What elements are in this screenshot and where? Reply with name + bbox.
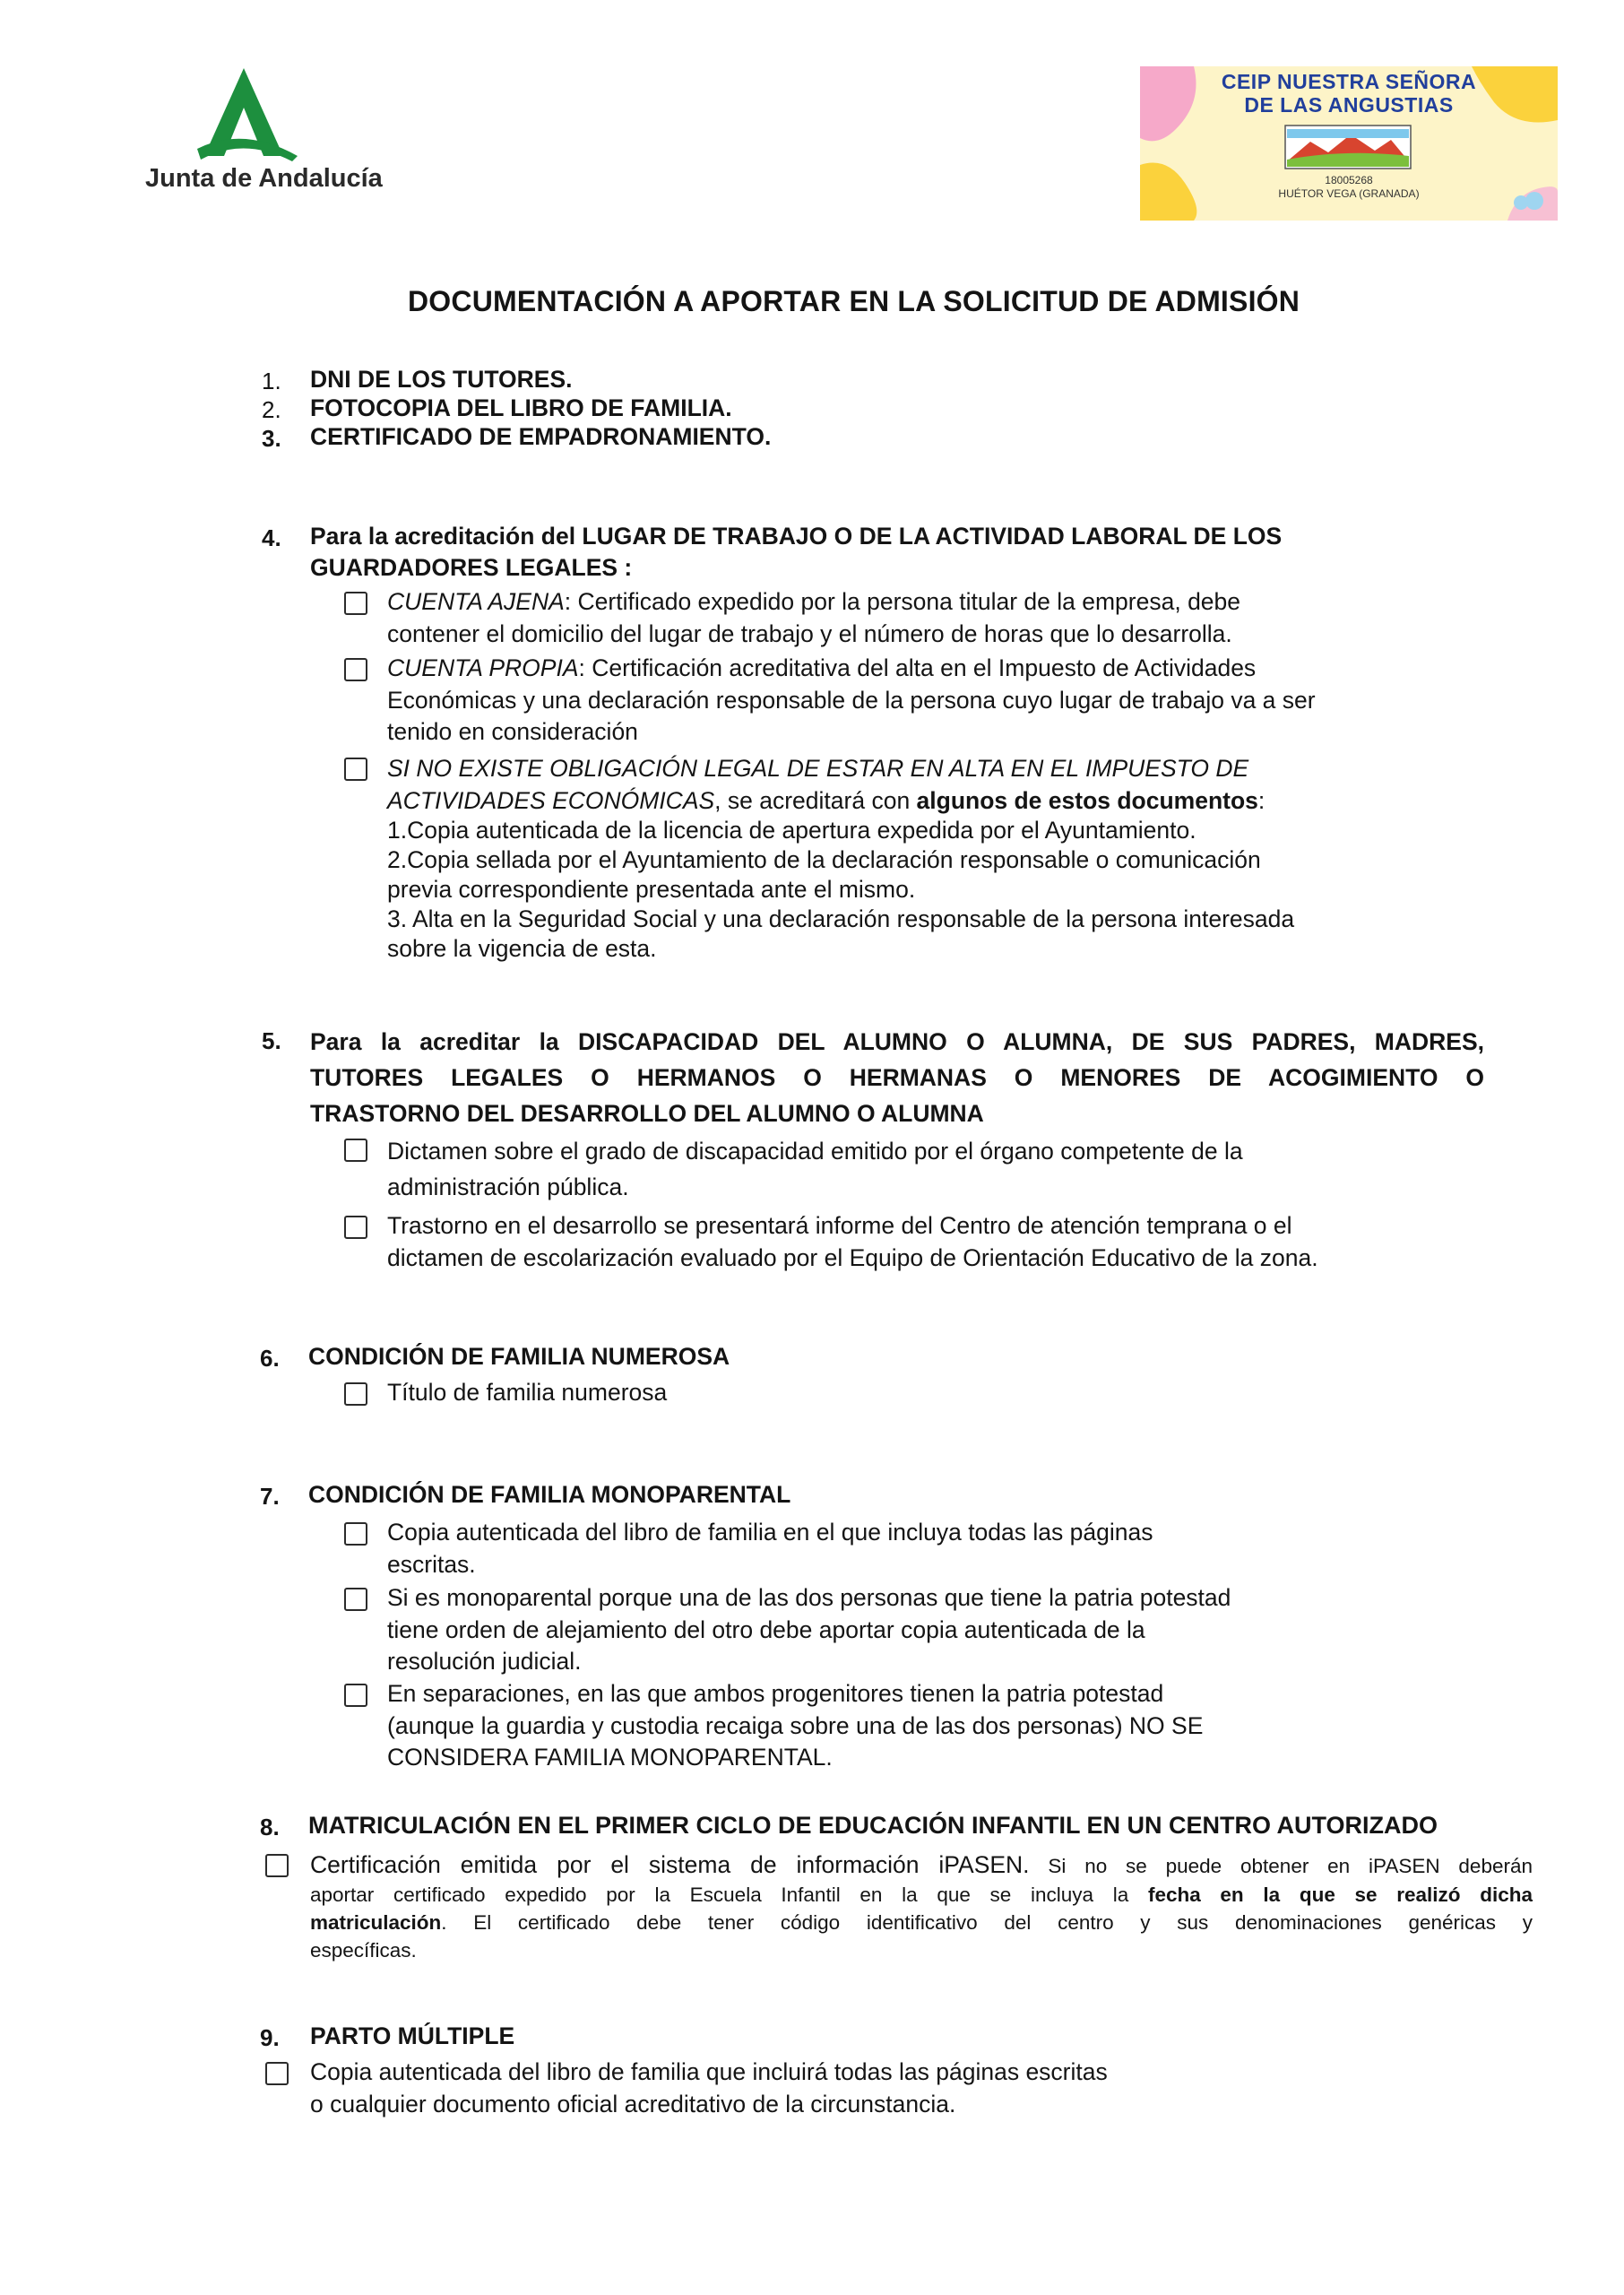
checkbox[interactable] bbox=[344, 1139, 367, 1162]
checkbox[interactable] bbox=[344, 1522, 367, 1546]
list-number: 3. bbox=[262, 425, 281, 452]
list-item: DNI DE LOS TUTORES. bbox=[310, 366, 573, 393]
section6-heading: CONDICIÓN DE FAMILIA NUMEROSA bbox=[308, 1343, 730, 1370]
checkbox[interactable] bbox=[344, 1684, 367, 1707]
section5-heading: Para la acreditar la DISCAPACIDAD DEL ALUMNO O ALUMNA, DE SUS PADRES, MADRES, TUTORES LEGALES O HERMANOS O HERMANAS O MENORES DE ACOGIMIENTO O TRASTORNO DEL DESARROLLO DEL ALUMNO O ALUMNA bbox=[310, 1028, 1484, 1127]
section-number: 8. bbox=[260, 1814, 280, 1840]
school-logo bbox=[1140, 66, 1558, 221]
junta-de-andalucia-logo bbox=[134, 63, 403, 215]
section-number: 4. bbox=[262, 524, 281, 551]
school-town: HUÉTOR VEGA (GRANADA) bbox=[1278, 187, 1420, 200]
checklist-item: Copia autenticada del libro de familia en el que incluya todas las páginas escritas. bbox=[387, 1519, 1153, 1578]
checklist-item: CUENTA AJENA: Certificado expedido por la persona titular de la empresa, debe contener el domicilio del lugar de trabajo y el número de horas que lo desarrolla. bbox=[387, 588, 1241, 647]
checklist-item: SI NO EXISTE OBLIGACIÓN LEGAL DE ESTAR EN ALTA EN EL IMPUESTO DE ACTIVIDADES ECONÓMICAS, se acreditará con algunos de estos documentos: bbox=[387, 755, 1266, 814]
list-number: 2. bbox=[262, 396, 281, 423]
section7-heading: CONDICIÓN DE FAMILIA MONOPARENTAL bbox=[308, 1481, 791, 1508]
school-code: 18005268 bbox=[1325, 174, 1373, 186]
section8-heading: MATRICULACIÓN EN EL PRIMER CICLO DE EDUCACIÓN INFANTIL EN UN CENTRO AUTORIZADO bbox=[308, 1812, 1438, 1839]
section-number: 6. bbox=[260, 1345, 280, 1372]
checklist-item: Certificación emitida por el sistema de información iPASEN. Si no se puede obtener en iPASEN deberán aportar certificado expedido por la Escuela Infantil en la que se incluya la fecha en la que se realizó dicha matriculación. El certificado debe tener código identificativo del centro y sus denominaciones genéricas y específicas. bbox=[310, 1851, 1533, 1962]
section-number: 5. bbox=[262, 1027, 281, 1054]
checkbox[interactable] bbox=[344, 1588, 367, 1611]
checkbox[interactable] bbox=[344, 658, 367, 681]
junta-wordmark: Junta de Andalucía bbox=[145, 164, 383, 193]
checklist-item: Dictamen sobre el grado de discapacidad emitido por el órgano competente de la administración pública. bbox=[387, 1138, 1243, 1200]
school-name-line2: DE LAS ANGUSTIAS bbox=[1244, 93, 1454, 117]
checklist-item: Título de familia numerosa bbox=[387, 1379, 668, 1406]
checkbox[interactable] bbox=[344, 1216, 367, 1239]
section-number: 7. bbox=[260, 1483, 280, 1510]
junta-emblem-icon bbox=[134, 63, 403, 161]
checklist-item: CUENTA PROPIA: Certificación acreditativa del alta en el Impuesto de Actividades Económicas y una declaración responsable de la persona cuyo lugar de trabajo va a ser tenido en consideración bbox=[387, 654, 1316, 745]
list-number: 1. bbox=[262, 368, 281, 394]
checklist-subitems: 1.Copia autenticada de la licencia de apertura expedida por el Ayuntamiento. 2.Copia sellada por el Ayuntamiento de la declaración responsable o comunicación previa correspondiente presentada ante el mismo. 3. Alta en la Seguridad Social y una declaración responsable de la persona interesada sobre la vigencia de esta. bbox=[387, 817, 1295, 962]
school-name-line1: CEIP NUESTRA SEÑORA bbox=[1221, 70, 1477, 93]
section-number: 9. bbox=[260, 2024, 280, 2051]
section4-heading: Para la acreditación del LUGAR DE TRABAJO O DE LA ACTIVIDAD LABORAL DE LOS GUARDADORES LEGALES : bbox=[310, 523, 1283, 581]
checkbox[interactable] bbox=[265, 2062, 289, 2085]
checkbox[interactable] bbox=[344, 758, 367, 781]
checklist-item: Trastorno en el desarrollo se presentará informe del Centro de atención temprana o el dictamen de escolarización evaluado por el Equipo de Orientación Educativo de la zona. bbox=[387, 1212, 1318, 1271]
list-item: CERTIFICADO DE EMPADRONAMIENTO. bbox=[310, 423, 772, 450]
page-title: DOCUMENTACIÓN A APORTAR EN LA SOLICITUD DE ADMISIÓN bbox=[408, 285, 1300, 317]
list-item: FOTOCOPIA DEL LIBRO DE FAMILIA. bbox=[310, 394, 732, 421]
checkbox[interactable] bbox=[344, 592, 367, 615]
section9-heading: PARTO MÚLTIPLE bbox=[310, 2022, 515, 2049]
checklist-item: Si es monoparental porque una de las dos personas que tiene la patria potestad tiene orden de alejamiento del otro debe aportar copia autenticada de la resolución judicial. bbox=[387, 1584, 1231, 1675]
checklist-item: Copia autenticada del libro de familia que incluirá todas las páginas escritas o cualquier documento oficial acreditativo de la circunstancia. bbox=[310, 2058, 1108, 2117]
checklist-item: En separaciones, en las que ambos progenitores tienen la patria potestad (aunque la guardia y custodia recaiga sobre una de las dos personas) NO SE CONSIDERA FAMILIA MONOPARENTAL. bbox=[387, 1680, 1204, 1771]
checkbox[interactable] bbox=[344, 1382, 367, 1406]
checkbox[interactable] bbox=[265, 1854, 289, 1877]
